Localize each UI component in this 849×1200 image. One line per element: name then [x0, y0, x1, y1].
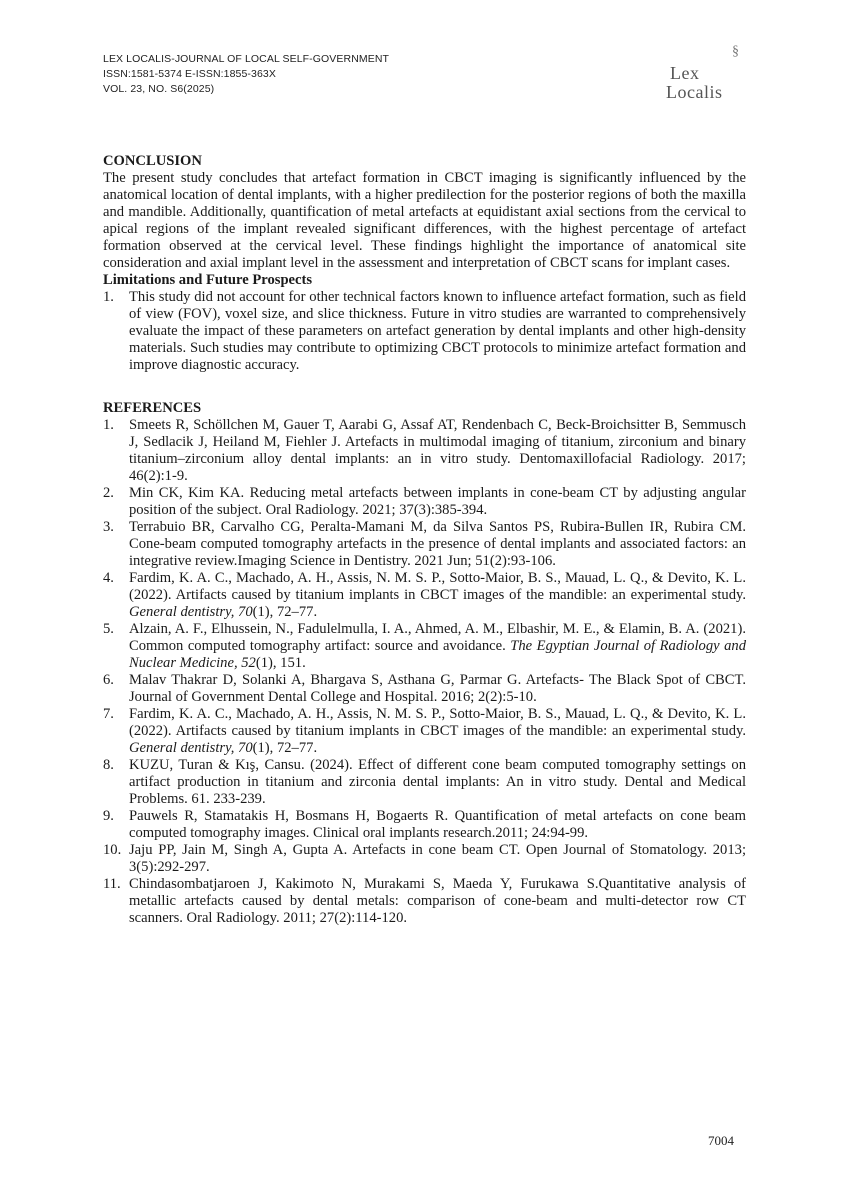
reference-item — [103, 808, 746, 842]
reference-number: 1. — [103, 417, 114, 433]
reference-item — [103, 485, 746, 519]
references-heading: REFERENCES — [103, 400, 202, 416]
reference-number: 2. — [103, 485, 114, 501]
reference-item — [103, 842, 746, 876]
reference-number: 5. — [103, 621, 114, 637]
limitation-text: This study did not account for other technical factors known to influence artefact formation, such as field of view (FOV), voxel size, and slice thickness. Future in vitro studies are warranted to comprehensively evaluate the impact of these parameters on artefact generation by dental implants and other high-density materials. Such studies may contribute to optimizing CBCT protocols to minimize artefact formation and improve diagnostic accuracy. — [129, 289, 746, 373]
reference-number: 11. — [103, 876, 121, 892]
logo-word-localis: Localis — [666, 82, 723, 102]
reference-text: Malav Thakrar D, Solanki A, Bhargava S, Asthana G, Parmar G. Artefacts- The Black Spot of CBCT. Journal of Government Dental College and Hospital. 2016; 2(2):5-10. — [129, 672, 746, 705]
reference-text: Min CK, Kim KA. Reducing metal artefacts between implants in cone-beam CT by adjusting angular position of the subject. Oral Radiology. 2021; 37(3):385-394. — [129, 485, 746, 518]
page-number: 7004 — [708, 1133, 734, 1148]
reference-text: Smeets R, Schöllchen M, Gauer T, Aarabi G, Assaf AT, Rendenbach C, Beck-Broichsitter B, Semmusch J, Sedlacik J, Heiland M, Fiehler J. Artefacts in multimodal imaging of titanium, zirconium and binary titanium–zirconium alloy dental implants: an in vitro study. Dentomaxillofacial Radiology. 2017; 46(2):1-9. — [129, 417, 746, 484]
issn-line: ISSN:1581-5374 E-ISSN:1855-363X — [103, 68, 276, 80]
journal-header — [103, 52, 389, 97]
reference-item — [103, 876, 746, 927]
reference-item — [103, 706, 746, 757]
reference-item — [103, 570, 746, 621]
reference-item — [103, 621, 746, 672]
reference-number: 6. — [103, 672, 114, 688]
reference-number: 7. — [103, 706, 114, 722]
reference-issue: (1), 72–77. — [252, 740, 318, 756]
journal-logo — [664, 44, 760, 108]
reference-text: Terrabuio BR, Carvalho CG, Peralta-Mamani M, da Silva Santos PS, Rubira-Bullen IR, Rubira CM. Cone-beam computed tomography artefacts in the presence of dental implants and associated factors: an integrative review.Imaging Science in Dentistry. 2021 Jun; 51(2):93-106. — [129, 519, 746, 569]
reference-number: 4. — [103, 570, 114, 586]
reference-number: 3. — [103, 519, 114, 535]
reference-text: Fardim, K. A. C., Machado, A. H., Assis, N. M. S. P., Sotto-Maior, B. S., Mauad, L. Q., & Devito, K. L. (2022). Artifacts caused by titanium implants in CBCT images of the mandible: an experimental study. — [129, 706, 746, 739]
journal-title: LEX LOCALIS-JOURNAL OF LOCAL SELF-GOVERNMENT — [103, 53, 390, 65]
reference-number: 10. — [103, 842, 122, 858]
reference-item — [103, 757, 746, 808]
logo-word-lex: Lex — [670, 63, 700, 83]
reference-journal: General dentistry, 70 — [129, 740, 253, 756]
limitations-list — [103, 289, 746, 374]
reference-number: 8. — [103, 757, 114, 773]
reference-journal: General dentistry, 70 — [129, 604, 253, 620]
conclusion-paragraph: The present study concludes that artefact formation in CBCT imaging is significantly influenced by the anatomical location of dental implants, with a higher predilection for the posterior regions of both the maxilla and mandible. Additionally, quantification of metal artefacts at equidistant axial sections from the cervical to apical regions of the implant revealed significant differences, with the highest percentage of artefact formation observed at the cervical level. These findings highlight the importance of anatomical site consideration and axial implant level in the assessment and interpretation of CBCT scans for implant cases. — [103, 170, 746, 271]
reference-number: 9. — [103, 808, 114, 824]
reference-text: Alzain, A. F., Elhussein, N., Fadulelmulla, I. A., Ahmed, A. M., Elbashir, M. E., & Elamin, B. A. (2021). Common computed tomography artifact: source and avoidance. — [129, 621, 746, 654]
reference-item — [103, 519, 746, 570]
reference-item — [103, 417, 746, 485]
page-content — [103, 153, 746, 927]
reference-issue: (1), 72–77. — [252, 604, 318, 620]
reference-text: Chindasombatjaroen J, Kakimoto N, Murakami S, Maeda Y, Furukawa S.Quantitative analysis of metallic artefacts caused by dental metals: comparison of cone-beam and multi-detector row CT scanners. Oral Radiology. 2011; 27(2):114-120. — [129, 876, 746, 926]
reference-text: KUZU, Turan & Kış, Cansu. (2024). Effect of different cone beam computed tomography settings on artifact production in titanium and zirconia dental implants: An in vitro study. Dental and Medical Problems. 61. 233-239. — [129, 757, 746, 807]
reference-issue: (1), 151. — [255, 655, 306, 671]
reference-text: Jaju PP, Jain M, Singh A, Gupta A. Artefacts in cone beam CT. Open Journal of Stomatology. 2013; 3(5):292-297. — [129, 842, 746, 875]
reference-journal: The Egyptian Journal of Radiology and Nuclear Medicine, 52 — [129, 638, 746, 671]
limitation-number: 1. — [103, 289, 114, 305]
reference-text: Pauwels R, Stamatakis H, Bosmans H, Bogaerts R. Quantification of metal artefacts on cone beam computed tomography images. Clinical oral implants research.2011; 24:94-99. — [129, 808, 746, 841]
section-mark-icon: § — [732, 44, 739, 59]
references-list — [103, 417, 746, 927]
reference-text: Fardim, K. A. C., Machado, A. H., Assis, N. M. S. P., Sotto-Maior, B. S., Mauad, L. Q., & Devito, K. L. (2022). Artifacts caused by titanium implants in CBCT images of the mandible: an experimental study. — [129, 570, 746, 603]
limitation-item — [103, 289, 746, 374]
conclusion-heading: CONCLUSION — [103, 153, 202, 169]
volume-line: VOL. 23, NO. S6(2025) — [103, 83, 215, 95]
limitations-heading: Limitations and Future Prospects — [103, 272, 313, 288]
reference-item — [103, 672, 746, 706]
